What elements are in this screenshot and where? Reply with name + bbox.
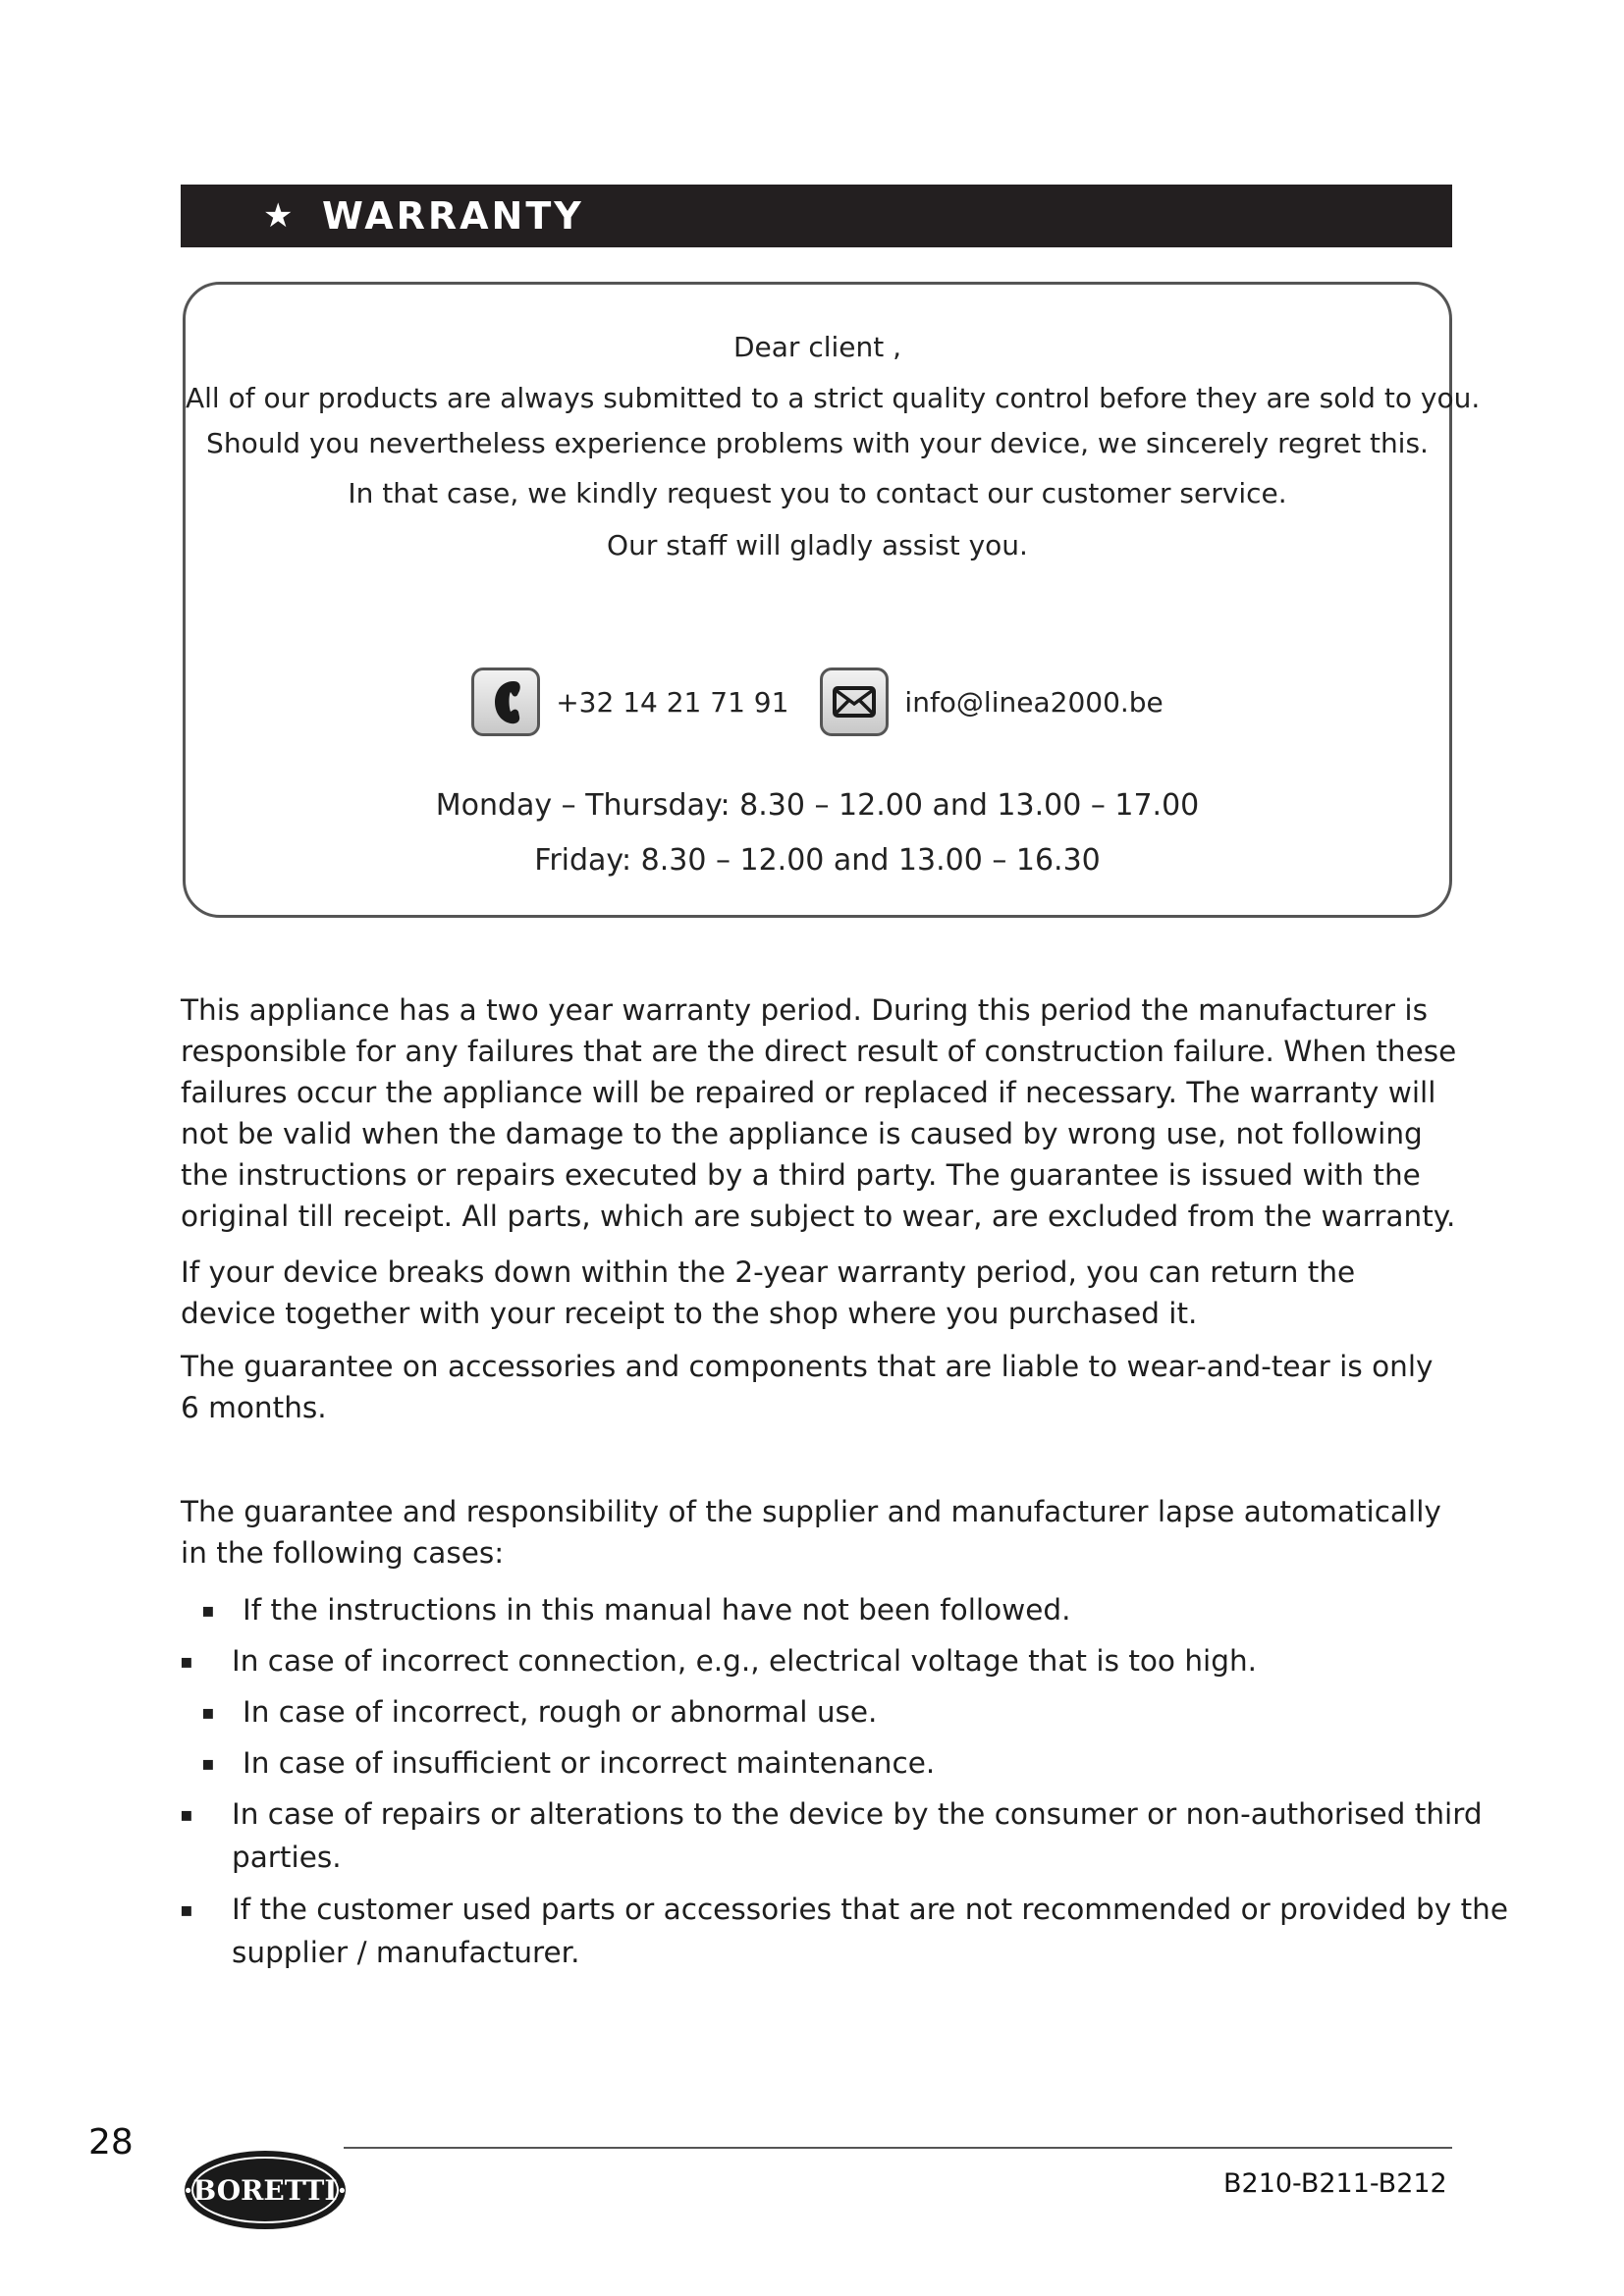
hours-line: Friday: 8.30 – 12.00 and 13.00 – 16.30	[534, 843, 1101, 878]
customer-service-box	[183, 282, 1481, 918]
return-paragraph: If your device breaks down within the 2-year warranty period, you can return the device together with your receipt to the shop where you purchased it.	[181, 1255, 1356, 1330]
greeting: Dear client ,	[732, 331, 902, 363]
intro-line: All of our products are always submitted to a strict quality control before they are sold to you.	[186, 382, 1481, 414]
page-number: 28	[88, 2122, 134, 2163]
warranty-paragraph: This appliance has a two year warranty period. During this period the manufacturer is responsible for any failures that are the direct result of construction failure. When these failures occur the appliance will be repaired or replaced if necessary. The warranty will not be valid when the damage to the appliance is caused by wrong use, not following the instructions or repairs executed by a third party. The guarantee is issued with the original till receipt. All parts, which are subject to wear, are excluded from the warranty.	[181, 993, 1457, 1233]
section-header	[181, 185, 1452, 247]
star-icon: ★	[263, 196, 294, 236]
bullet-icon: ▪	[180, 1802, 193, 1826]
bullet-icon: ▪	[180, 1649, 193, 1673]
contact-row	[186, 667, 1449, 736]
section-title: WARRANTY	[322, 194, 584, 238]
svg-text:·BORETTI·: ·BORETTI·	[183, 2174, 348, 2207]
brand-logo	[182, 2148, 349, 2232]
bullet-icon: ▪	[201, 1598, 215, 1622]
accessories-paragraph: The guarantee on accessories and components that are liable to wear-and-tear is only 6 months.	[181, 1350, 1434, 1424]
bullet-icon: ▪	[201, 1700, 215, 1724]
phone-icon	[471, 667, 540, 736]
lapse-paragraph: The guarantee and responsibility of the supplier and manufacturer lapse automatically in the following cases:	[181, 1495, 1441, 1570]
intro-line: Our staff will gladly assist you.	[607, 529, 1028, 561]
bullet-icon: ▪	[180, 1897, 193, 1921]
model-code: B210-B211-B212	[1223, 2168, 1447, 2199]
footer-divider	[344, 2147, 1452, 2149]
mail-icon	[820, 667, 889, 736]
bullet-icon: ▪	[201, 1751, 215, 1775]
intro-line: Should you nevertheless experience problems with your device, we sincerely regret this.	[206, 427, 1429, 459]
intro-line: In that case, we kindly request you to contact our customer service.	[348, 477, 1287, 509]
hours-line: Monday – Thursday: 8.30 – 12.00 and 13.00 – 17.00	[435, 788, 1200, 823]
email-address[interactable]: info@linea2000.be	[904, 685, 1164, 719]
phone-number[interactable]: +32 14 21 71 91	[556, 685, 789, 719]
